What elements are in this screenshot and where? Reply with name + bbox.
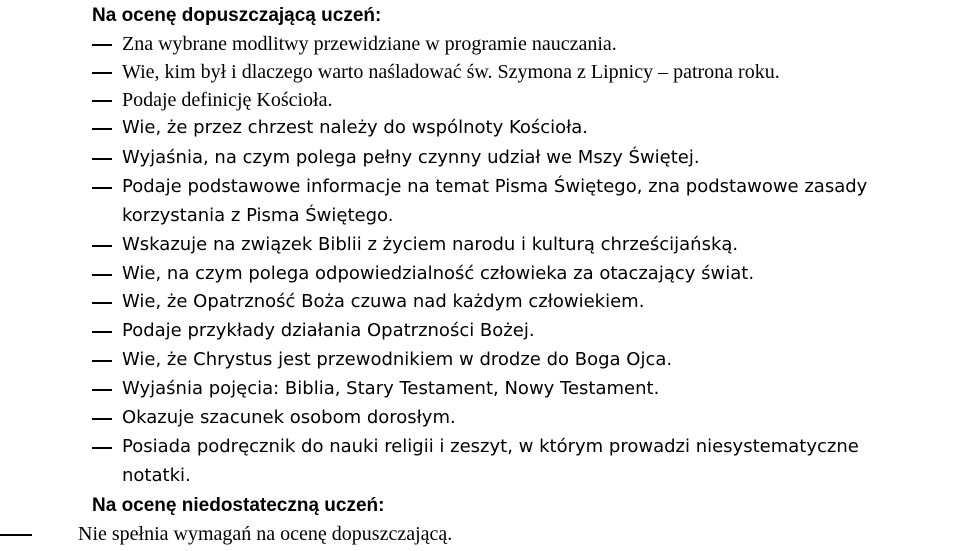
- section-heading-dopuszczajaca: Na ocenę dopuszczającą uczeń:: [92, 5, 382, 26]
- section-heading-niedostateczna: Na ocenę niedostateczną uczeń:: [92, 495, 385, 516]
- document-page: Na ocenę dopuszczającą uczeń: Zna wybrane modlitwy przewidziane w programie nauczania. Wie, kim był i dlaczego warto naśladować św. Szymona z Lipnicy – patrona roku. Podaje definicję Kościoła. Wie, że przez chrzest należy do wspólnoty Kościoła. Wyjaśnia, na czym polega pełny czynny udział we Mszy Świętej. Podaje podstawowe informacje na temat Pisma Świętego, zna podstawowe zasady korzystania z Pisma Świętego. Wskazuje na związek Biblii z życiem narodu i kulturą chrześcijańską. Wie, na czym polega odpowiedzialność człowieka za otaczający świat. Wie, że Opatrzność Boża czuwa nad każdym człowiekiem. Podaje przykłady działania Opatrzności Bożej. Wie, że Chrystus jest przewodnikiem w drodze do Boga Ojca. Wyjaśnia pojęcia: Biblia, Stary Testament, Nowy Testament. Okazuje szacunek osobom dorosłym. Posiada podręcznik do nauki religii i zeszyt, w którym prowadzi niesystematyczne notatki. Na ocenę niedostateczną uczeń: Nie spełnia wymagań na ocenę dopuszczającą.: [78, 5, 868, 545]
